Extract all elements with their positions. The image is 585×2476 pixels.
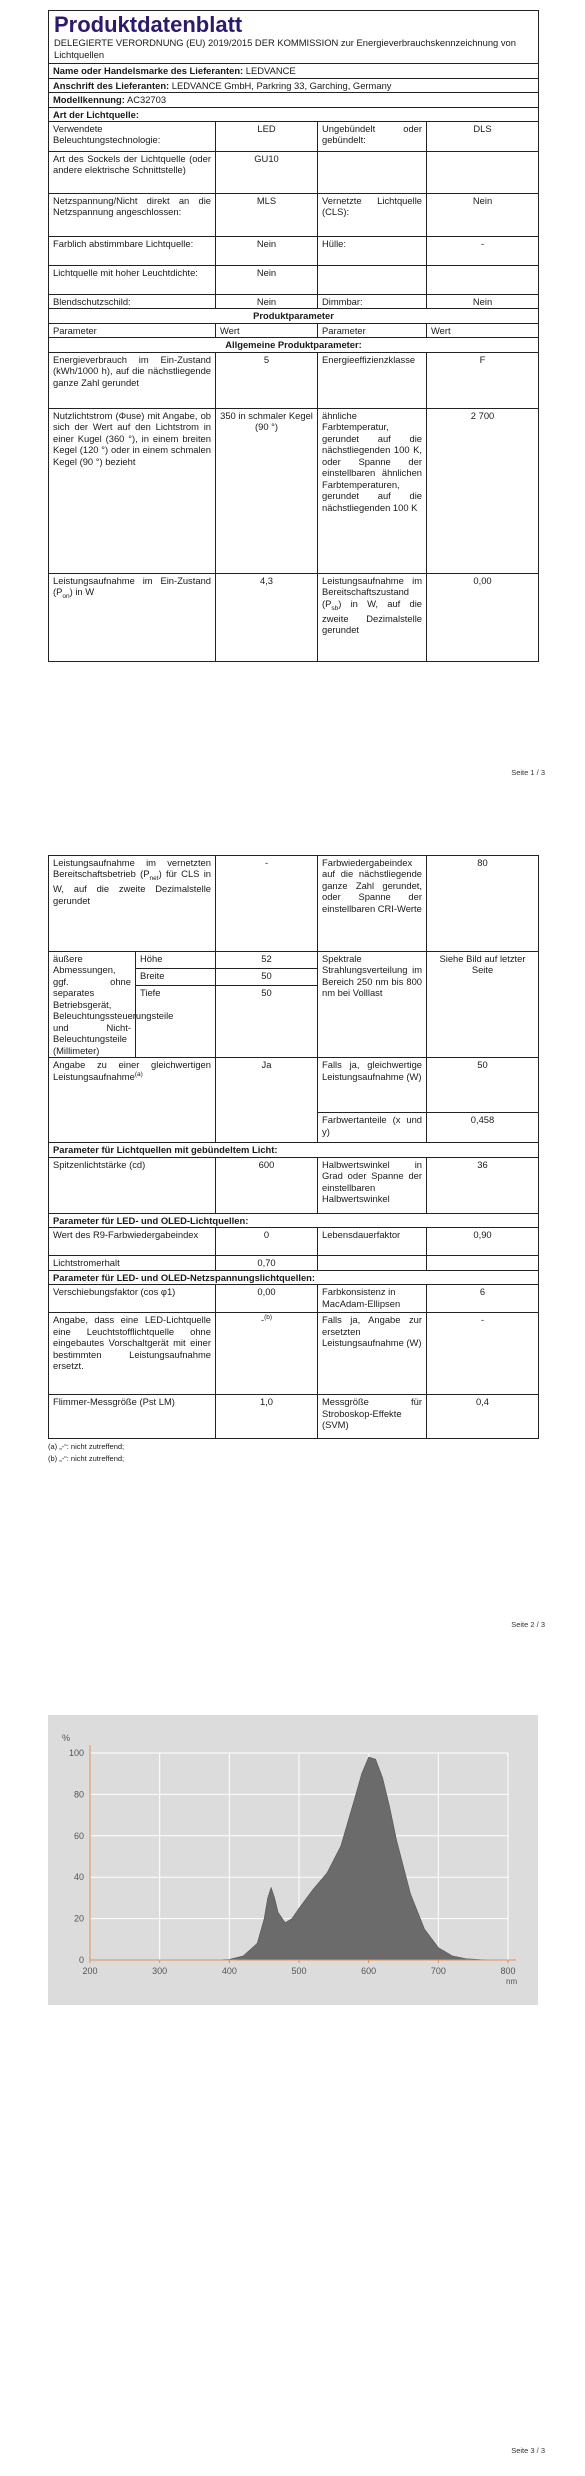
table-row: [49, 266, 539, 295]
footnote-a: (a) „-“: nicht zutreffend;: [48, 1442, 125, 1452]
empty-cell: [318, 266, 427, 295]
y-tick-label: 100: [68, 1748, 84, 1758]
table-row: [49, 1313, 539, 1395]
table-row: [49, 1285, 539, 1313]
fluorescent-replacement-value: -$^{(b)}$: [216, 1313, 318, 1395]
anti-glare-value: Nein: [216, 295, 318, 309]
useful-flux-value: 350 in schmaler Kegel (90 °): [216, 408, 318, 573]
cls-value: Nein: [427, 194, 539, 237]
fluorescent-replacement-label: Angabe, dass eine LED-Lichtquelle eine Leuchtstofflichtquelle ohne eingebautes Vorschaltgerät mit einer bestimmten Leistungsaufnahme ersetzt.: [49, 1313, 216, 1395]
directional-label: Ungebündelt oder gebündelt:: [318, 122, 427, 152]
lumen-maintenance-value: 0,70: [216, 1256, 318, 1270]
address-label: Anschrift des Lieferanten:: [53, 79, 170, 91]
standby-power-label: Leistungsaufnahme im Bereitschaftszustand $(P_{sb})$ in W, auf die zweite Dezimalstelle gerundet: [318, 573, 427, 661]
energy-consumption-label: Energieverbrauch im Ein-Zustand (kWh/1000 h), auf die nächstliegende ganze Zahl gerundet: [49, 352, 216, 408]
on-mode-power-label: Leistungsaufnahme im Ein-Zustand $(P_{on})$ in W: [49, 573, 216, 661]
dimmable-value: Nein: [427, 295, 539, 309]
datasheet-table-1: [48, 10, 539, 662]
cls-label: Vernetzte Lichtquelle (CLS):: [318, 194, 427, 237]
table-row: [49, 122, 539, 152]
dimension-depth-label: Tiefe: [136, 986, 216, 1058]
dimension-width-label: Breite: [136, 969, 216, 986]
networked-standby-value: -: [216, 856, 318, 952]
table-row: [49, 408, 539, 573]
table-row: [49, 856, 539, 952]
peak-intensity-value: 600: [216, 1157, 318, 1213]
datasheet-page-2: [48, 855, 538, 1463]
chromaticity-value: 0,458: [427, 1113, 539, 1143]
survival-factor-label: Lebensdauerfaktor: [318, 1228, 427, 1256]
y-tick-label: 80: [73, 1789, 84, 1800]
col-header-value: Wert: [427, 323, 539, 337]
cct-label: ähnliche Farbtemperatur, gerundet auf die nächstliegenden 100 K, oder Spanne der einstellbaren ähnlichen Farbtemperaturen, gerundet auf die nächstliegenden 100 K: [318, 408, 427, 573]
mains-led-params-header: Parameter für LED- und OLED-Netzspannungslichtquellen:: [49, 1270, 539, 1284]
envelope-label: Hülle:: [318, 237, 427, 266]
anti-glare-label: Blendschutzschild:: [49, 295, 216, 309]
macadam-label: Farbkonsistenz in MacAdam-Ellipsen: [318, 1285, 427, 1313]
on-mode-power-value: 4,3: [216, 573, 318, 661]
survival-factor-value: 0,90: [427, 1228, 539, 1256]
table-row: [49, 295, 539, 309]
r9-value: 0: [216, 1228, 318, 1256]
page-3: [0, 1650, 585, 2476]
page-2: [0, 790, 585, 1650]
macadam-value: 6: [427, 1285, 539, 1313]
page-number: Seite 2 / 3: [511, 1620, 545, 1629]
dimension-width-value: 50: [216, 969, 318, 986]
high-luminance-label: Lichtquelle mit hoher Leuchtdichte:: [49, 266, 216, 295]
energy-class-value: F: [427, 352, 539, 408]
directional-params-header: Parameter für Lichtquellen mit gebündeltem Licht:: [49, 1143, 539, 1157]
col-header-param: Parameter: [49, 323, 216, 337]
spectral-distribution-value: Siehe Bild auf letzter Seite: [427, 952, 539, 1058]
directional-value: DLS: [427, 122, 539, 152]
flicker-label: Flimmer-Messgröße (Pst LM): [49, 1395, 216, 1439]
general-params-header: Allgemeine Produktparameter:: [49, 338, 539, 352]
envelope-value: -: [427, 237, 539, 266]
brand-label: Name oder Handelsmarke des Lieferanten:: [53, 65, 244, 77]
spectral-distribution-label: Spektrale Strahlungsverteilung im Bereich 250 nm bis 800 nm bei Volllast: [318, 952, 427, 1058]
y-tick-label: 60: [73, 1830, 84, 1841]
address-row: [49, 78, 539, 92]
mains-label: Netzspannung/Nicht direkt an die Netzspannung angeschlossen:: [49, 194, 216, 237]
table-row: [49, 1395, 539, 1439]
x-tick-label: 400: [221, 1966, 237, 1976]
energy-class-label: Energieeffizienzklasse: [318, 352, 427, 408]
footnote-b: (b) „-“: nicht zutreffend;: [48, 1454, 125, 1464]
high-luminance-value: Nein: [216, 266, 318, 295]
beam-angle-value: 36: [427, 1157, 539, 1213]
document-title: Produktdatenblatt: [49, 11, 539, 38]
table-row: [49, 1228, 539, 1256]
table-row: [49, 952, 539, 969]
color-tunable-value: Nein: [216, 237, 318, 266]
col-header-param: Parameter: [318, 323, 427, 337]
datasheet-table-2: [48, 855, 539, 1439]
empty-cell: [427, 152, 539, 194]
technology-label: Verwendete Beleuchtungstechnologie:: [49, 122, 216, 152]
x-axis-label: nm: [506, 1977, 518, 1986]
color-tunable-label: Farblich abstimmbare Lichtquelle:: [49, 237, 216, 266]
beam-angle-label: Halbwertswinkel in Grad oder Spanne der einstellbaren Halbwertswinkel: [318, 1157, 427, 1213]
dimensions-label: äußere Abmessungen, ggf. ohne separates Betriebsgerät, Beleuchtungssteuerungsteile und Nicht-Beleuchtungsteile (Millimeter): [49, 952, 136, 1058]
stroboscopic-label: Messgröße für Stroboskop-Effekte (SVM): [318, 1395, 427, 1439]
col-header-value: Wert: [216, 323, 318, 337]
chromaticity-label: Farbwertanteile (x und y): [318, 1113, 427, 1143]
address-value: LEDVANCE GmbH, Parkring 33, Garching, Germany: [171, 79, 392, 91]
stroboscopic-value: 0,4: [427, 1395, 539, 1439]
table-row: [49, 573, 539, 661]
r9-label: Wert des R9-Farbwiedergabeindex: [49, 1228, 216, 1256]
equivalent-power-claim-label: Angabe zu einer gleichwertigen Leistungsaufnahme$^{(a)}$: [49, 1058, 216, 1143]
dimension-height-value: 52: [216, 952, 318, 969]
table-row: [49, 1058, 539, 1113]
led-params-header: Parameter für LED- und OLED-Lichtquellen:: [49, 1213, 539, 1227]
table-row: [49, 1256, 539, 1270]
empty-cell: [427, 1256, 539, 1270]
replaced-power-value: -: [427, 1313, 539, 1395]
useful-flux-label: Nutzlichtstrom (Φuse) mit Angabe, ob sich der Wert auf den Lichtstrom in einer Kugel (360 °), in einem breiten Kegel (120 °) oder in einem schmalen Kegel (90 °) bezieht: [49, 408, 216, 573]
y-axis-label: %: [62, 1733, 71, 1743]
equivalent-power-claim-value: Ja: [216, 1058, 318, 1143]
y-tick-label: 20: [73, 1913, 84, 1924]
page-number: Seite 1 / 3: [511, 768, 545, 777]
model-row: [49, 93, 539, 107]
brand-row: [49, 64, 539, 78]
table-row: [49, 352, 539, 408]
peak-intensity-label: Spitzenlichtstärke (cd): [49, 1157, 216, 1213]
cap-type-value: GU10: [216, 152, 318, 194]
replaced-power-label: Falls ja, Angabe zur ersetzten Leistungsaufnahme (W): [318, 1313, 427, 1395]
x-tick-label: 200: [82, 1966, 98, 1976]
equivalent-power-value: 50: [427, 1058, 539, 1113]
model-value: AC32703: [126, 94, 167, 106]
spectral-distribution-chart: [48, 1715, 538, 2005]
cri-label: Farbwiedergabeindex auf die nächstliegende ganze Zahl gerundet, oder Spanne der einstellbaren CRI-Werte: [318, 856, 427, 952]
light-source-type-header: Art der Lichtquelle:: [49, 107, 539, 121]
cct-value: 2 700: [427, 408, 539, 573]
x-tick-label: 500: [291, 1966, 307, 1976]
empty-cell: [427, 266, 539, 295]
flicker-value: 1,0: [216, 1395, 318, 1439]
column-header-row: [49, 323, 539, 337]
product-params-header: Produktparameter: [49, 309, 539, 323]
model-label: Modellkennung:: [53, 94, 125, 106]
table-row: [49, 194, 539, 237]
page-number: Seite 3 / 3: [511, 2446, 545, 2455]
table-row: [49, 237, 539, 266]
dimension-height-label: Höhe: [136, 952, 216, 969]
cap-type-label: Art des Sockels der Lichtquelle (oder andere elektrische Schnittstelle): [49, 152, 216, 194]
x-tick-label: 600: [361, 1966, 377, 1976]
x-tick-label: 700: [430, 1966, 446, 1976]
brand-value: LEDVANCE: [245, 65, 296, 77]
networked-standby-label: Leistungsaufnahme im vernetzten Bereitschaftsbetrieb $(P_{net})$ für CLS in W, auf die zweite Dezimalstelle gerundet: [49, 856, 216, 952]
spectral-series-area: [215, 1757, 494, 1960]
lumen-maintenance-label: Lichtstromerhalt: [49, 1256, 216, 1270]
table-row: [49, 152, 539, 194]
x-tick-label: 800: [500, 1966, 516, 1976]
dimmable-label: Dimmbar:: [318, 295, 427, 309]
spectral-chart-panel: [48, 1715, 538, 2005]
datasheet-page-1: [48, 10, 538, 662]
cri-value: 80: [427, 856, 539, 952]
dimension-depth-value: 50: [216, 986, 318, 1058]
x-tick-label: 300: [152, 1966, 168, 1976]
table-row: [49, 1157, 539, 1213]
mains-value: MLS: [216, 194, 318, 237]
technology-value: LED: [216, 122, 318, 152]
regulation-intro: DELEGIERTE VERORDNUNG (EU) 2019/2015 DER KOMMISSION zur Energieverbrauchskennzeichnung von Lichtquellen: [49, 37, 539, 63]
standby-power-value: 0,00: [427, 573, 539, 661]
page-1: [0, 0, 585, 790]
displacement-factor-value: 0,00: [216, 1285, 318, 1313]
y-tick-label: 0: [78, 1955, 84, 1965]
displacement-factor-label: Verschiebungsfaktor (cos φ1): [49, 1285, 216, 1313]
empty-cell: [318, 152, 427, 194]
equivalent-power-label: Falls ja, gleichwertige Leistungsaufnahme (W): [318, 1058, 427, 1113]
empty-cell: [318, 1256, 427, 1270]
energy-consumption-value: 5: [216, 352, 318, 408]
y-tick-label: 40: [73, 1872, 84, 1883]
